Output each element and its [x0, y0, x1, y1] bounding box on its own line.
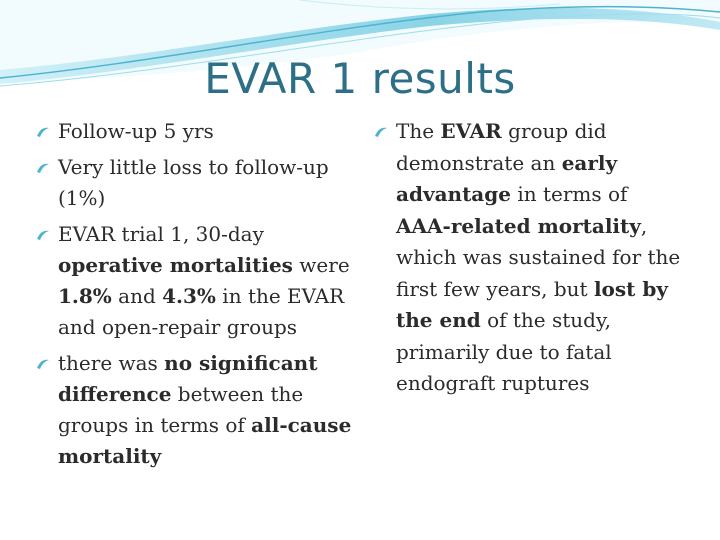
bullet-text: Follow-up 5 yrs: [58, 119, 214, 143]
bullet-operative-mortalities: [36, 219, 358, 343]
bullet-text: there was: [58, 351, 165, 375]
bullet-evar-group-advantage: [374, 116, 688, 400]
bullet-text-bold: 4.3%: [162, 284, 216, 308]
bullet-text: The: [396, 119, 441, 143]
bullet-text-bold: lost by the end: [396, 276, 668, 332]
swoosh-bullet-icon: [374, 125, 388, 139]
bullet-text: of the study, primarily due to fatal endograft ruptures: [396, 308, 612, 395]
swoosh-bullet-icon: [36, 357, 50, 371]
bullet-text-bold: no significant difference: [58, 351, 318, 406]
right-column: [374, 116, 688, 405]
bullet-text: between the groups in terms of: [58, 382, 304, 437]
bullet-text: were: [292, 253, 350, 277]
bullet-text: EVAR trial 1, 30-day: [58, 222, 264, 246]
slide-title: EVAR 1 results: [204, 54, 516, 103]
bullet-text: , which was sustained for the first few years, but: [396, 213, 681, 301]
bullet-loss-to-follow-up: [36, 152, 358, 214]
swoosh-bullet-icon: [36, 125, 50, 139]
swoosh-bullet-icon: [36, 228, 50, 242]
bullet-text-bold: AAA-related mortality: [396, 213, 641, 238]
bullet-text-bold: early advantage: [396, 150, 618, 206]
bullet-no-significant-difference: [36, 348, 358, 472]
bullet-text-bold: all-cause mortality: [58, 413, 352, 468]
bullet-text-bold: 1.8%: [58, 284, 112, 308]
bullet-text: in the EVAR and open-repair groups: [58, 284, 345, 339]
bullet-text: Very little loss to follow-up (1%): [58, 155, 329, 210]
swoosh-bullet-icon: [36, 161, 50, 175]
bullet-text-bold: operative mortalities: [58, 253, 293, 277]
bullet-text: in terms of: [510, 182, 628, 206]
bullet-text: group did demonstrate an: [396, 119, 607, 175]
bullet-follow-up: [36, 116, 358, 147]
bullet-text: and: [111, 284, 163, 308]
left-column: [36, 116, 358, 477]
bullet-text-bold: EVAR: [440, 119, 502, 143]
